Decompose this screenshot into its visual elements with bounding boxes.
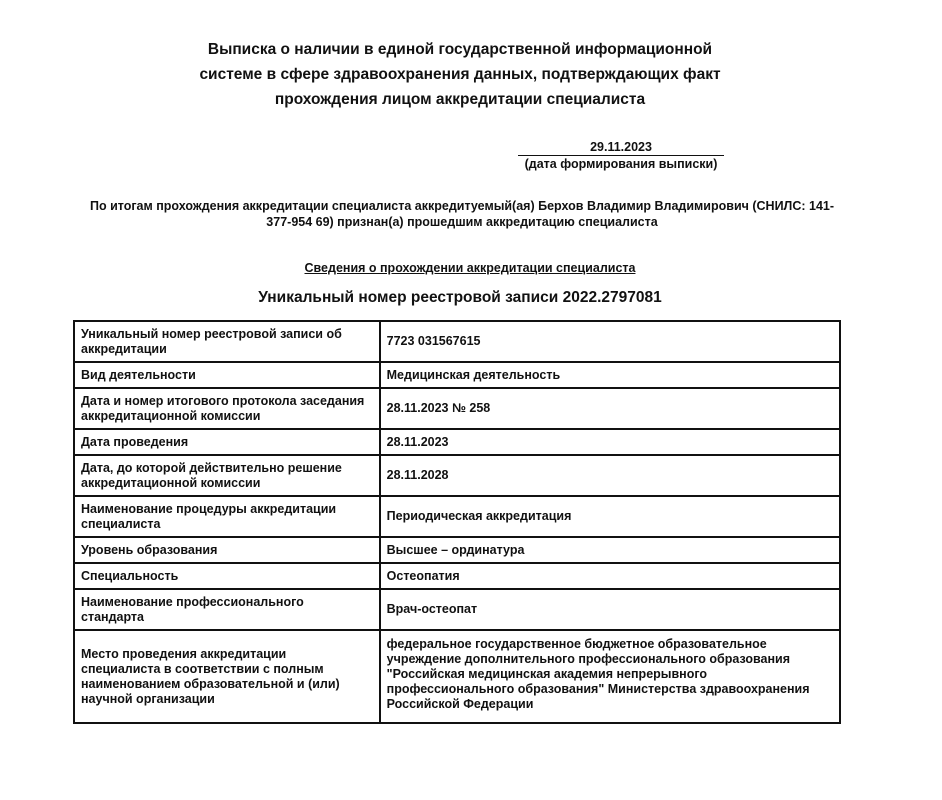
row-label <box>74 563 380 589</box>
row-label <box>74 589 380 630</box>
row-value <box>380 630 840 723</box>
label-line: специалиста <box>81 516 161 531</box>
label-line: Наименование процедуры аккредитации <box>81 501 337 516</box>
value-line: 28.11.2023 № 258 <box>386 401 491 415</box>
document-title <box>150 37 770 112</box>
value-line: 28.11.2023 <box>386 434 449 449</box>
row-value <box>380 455 840 496</box>
section-heading: Сведения о прохождении аккредитации специалиста <box>304 261 636 275</box>
row-value <box>380 362 840 388</box>
table-row <box>74 321 840 362</box>
table-row <box>74 589 840 630</box>
intro-statement <box>62 198 862 230</box>
value-line: 28.11.2028 <box>386 468 449 482</box>
label-line: научной организации <box>81 691 215 706</box>
value-line: учреждение дополнительного профессионального образования <box>386 652 791 666</box>
row-label <box>74 362 380 388</box>
value-line: профессионального образования" Министерства здравоохранения <box>386 682 810 696</box>
accreditation-details-table <box>73 320 841 724</box>
row-label <box>74 321 380 362</box>
label-line: Дата и номер итогового протокола заседания <box>81 393 365 408</box>
table-row <box>74 496 840 537</box>
document-title-line: системе в сфере здравоохранения данных, подтверждающих факт <box>199 66 721 83</box>
table-row <box>74 362 840 388</box>
value-line: Медицинская деятельность <box>386 367 561 382</box>
row-label <box>74 537 380 563</box>
label-line: Уровень образования <box>81 542 218 557</box>
table-row <box>74 563 840 589</box>
table-row <box>74 455 840 496</box>
row-label <box>74 388 380 429</box>
value-line: Высшее – ординатура <box>386 542 525 557</box>
label-line: Место проведения аккредитации <box>81 646 287 661</box>
intro-line: По итогам прохождения аккредитации специалиста аккредитуемый(ая) Берхов Владимир Владимирович (СНИЛС: 141- <box>89 199 835 213</box>
registry-number-heading: Уникальный номер реестровой записи 2022.2797081 <box>258 289 662 306</box>
label-line: Дата проведения <box>81 434 189 449</box>
row-label <box>74 630 380 723</box>
table-row <box>74 537 840 563</box>
row-value <box>380 321 840 362</box>
table-row <box>74 429 840 455</box>
label-line: специалиста в соответствии с полным <box>81 661 324 676</box>
row-label <box>74 429 380 455</box>
label-line: Уникальный номер реестровой записи об <box>81 326 342 341</box>
label-line: Наименование профессионального <box>81 594 304 609</box>
label-line: наименованием образовательной и (или) <box>81 676 340 691</box>
value-line: Российской Федерации <box>386 697 534 711</box>
label-line: Вид деятельности <box>81 367 196 382</box>
value-line: федеральное государственное бюджетное образовательное <box>386 637 767 651</box>
label-line: Дата, до которой действительно решение <box>81 460 342 475</box>
value-line: Периодическая аккредитация <box>386 509 572 523</box>
table-row <box>74 388 840 429</box>
table-row <box>74 630 840 723</box>
value-line: 7723 031567615 <box>386 334 481 348</box>
value-line: "Российская медицинская академия непрерывного <box>386 667 708 681</box>
issue-date-caption: (дата формирования выписки) <box>524 157 718 171</box>
row-value <box>380 496 840 537</box>
intro-line: 377-954 69) признан(а) прошедшим аккредитацию специалиста <box>266 215 658 229</box>
row-value <box>380 429 840 455</box>
row-value <box>380 589 840 630</box>
document-title-line: Выписка о наличии в единой государственной информационной <box>207 41 713 58</box>
label-line: аккредитации <box>81 341 167 356</box>
label-line: Специальность <box>81 568 179 583</box>
row-label <box>74 496 380 537</box>
document-title-line: прохождения лицом аккредитации специалиста <box>274 91 646 108</box>
issue-date: 29.11.2023 <box>518 140 724 156</box>
row-value <box>380 388 840 429</box>
label-line: аккредитационной комиссии <box>81 408 261 423</box>
row-value <box>380 563 840 589</box>
value-line: Врач-остеопат <box>386 602 478 616</box>
label-line: аккредитационной комиссии <box>81 475 261 490</box>
issue-date-block <box>518 140 724 172</box>
row-label <box>74 455 380 496</box>
label-line: стандарта <box>81 609 145 624</box>
row-value <box>380 537 840 563</box>
value-line: Остеопатия <box>386 568 460 583</box>
